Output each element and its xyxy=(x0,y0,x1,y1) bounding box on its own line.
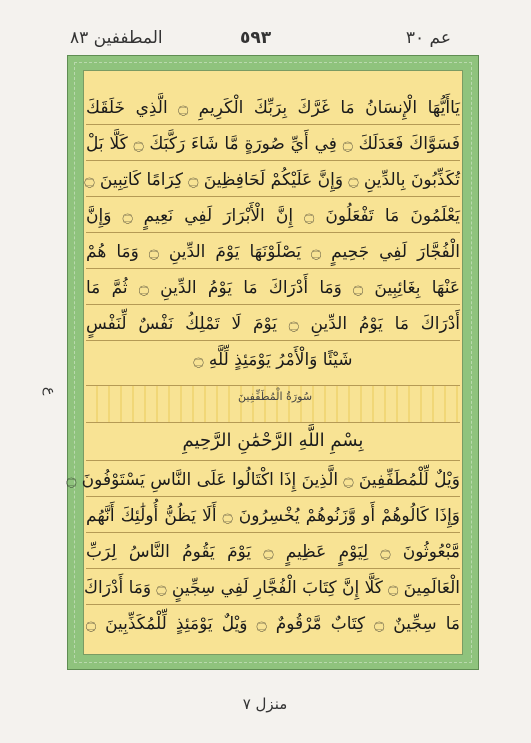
verse-line-11: مَّبْعُوثُونَ ۝ لِيَوْمٍ عَظِيمٍ ۝ يَوْمَ يَقُومُ النَّاسُ لِرَبِّ xyxy=(86,542,460,562)
verse-line-12: الْعَالَمِينَ ۝ كَلَّا إِنَّ كِتَابَ الْفُجَّارِ لَفِي سِجِّينٍ ۝ وَمَا أَدْرَاكَ xyxy=(83,578,460,598)
manzil-footer: منزل ٧ xyxy=(242,695,288,713)
line-divider xyxy=(86,496,460,497)
verse-line-8: شَيْئًا وَالْأَمْرُ يَوْمَئِذٍ لِّلَّهِ ۝ xyxy=(193,350,353,370)
line-divider xyxy=(86,604,460,605)
page-number: ٥٩٣ xyxy=(240,28,272,48)
line-divider xyxy=(86,532,460,533)
bismillah: بِسْمِ اللَّهِ الرَّحْمَٰنِ الرَّحِيمِ xyxy=(182,430,364,451)
ruku-marker: ع xyxy=(42,386,58,395)
line-divider xyxy=(86,196,460,197)
surah-title: سُورَةُ الْمُطَفِّفِينَ xyxy=(237,390,313,403)
verse-line-10: وَإِذَا كَالُوهُمْ أَو وَّزَنُوهُمْ يُخْسِرُونَ ۝ أَلَا يَظُنُّ أُولَٰئِكَ أَنَّهُم xyxy=(86,506,460,526)
line-divider xyxy=(86,268,460,269)
line-divider xyxy=(86,304,460,305)
surah-name-header: المطففين ٨٣ xyxy=(70,28,163,48)
verse-line-3: تُكَذِّبُونَ بِالدِّينِ ۝ وَإِنَّ عَلَيْكُمْ لَحَافِظِينَ ۝ كِرَامًا كَاتِبِينَ ۝ xyxy=(84,170,460,190)
verse-line-6: عَنْهَا بِغَائِبِينَ ۝ وَمَا أَدْرَاكَ مَا يَوْمُ الدِّينِ ۝ ثُمَّ مَا xyxy=(86,278,460,298)
line-divider xyxy=(86,568,460,569)
juz-header: عم ٣٠ xyxy=(405,28,451,48)
line-divider xyxy=(86,460,460,461)
verse-line-9: وَيْلٌ لِّلْمُطَفِّفِينَ ۝ الَّذِينَ إِذَا اكْتَالُوا عَلَى النَّاسِ يَسْتَوْفُونَ ۝ xyxy=(66,470,460,490)
verse-line-4: يَعْلَمُونَ مَا تَفْعَلُونَ ۝ إِنَّ الْأَبْرَارَ لَفِي نَعِيمٍ ۝ وَإِنَّ xyxy=(86,206,460,226)
line-divider xyxy=(86,124,460,125)
verse-line-2: فَسَوَّاكَ فَعَدَلَكَ ۝ فِي أَيِّ صُورَةٍ مَّا شَاءَ رَكَّبَكَ ۝ كَلَّا بَلْ xyxy=(86,134,461,154)
verse-line-13: مَا سِجِّينٌ ۝ كِتَابٌ مَّرْقُومٌ ۝ وَيْلٌ يَوْمَئِذٍ لِّلْمُكَذِّبِينَ ۝ xyxy=(86,614,460,634)
line-divider xyxy=(86,340,460,341)
verse-line-1: يَاأَيُّهَا الْإِنسَانُ مَا غَرَّكَ بِرَبِّكَ الْكَرِيمِ ۝ الَّذِي خَلَقَكَ xyxy=(86,98,460,118)
verse-line-5: الْفُجَّارَ لَفِي جَحِيمٍ ۝ يَصْلَوْنَهَا يَوْمَ الدِّينِ ۝ وَمَا هُمْ xyxy=(86,242,460,262)
line-divider xyxy=(86,232,460,233)
verse-line-7: أَدْرَاكَ مَا يَوْمُ الدِّينِ ۝ يَوْمَ لَا تَمْلِكُ نَفْسٌ لِّنَفْسٍ xyxy=(86,314,460,334)
line-divider xyxy=(86,160,460,161)
